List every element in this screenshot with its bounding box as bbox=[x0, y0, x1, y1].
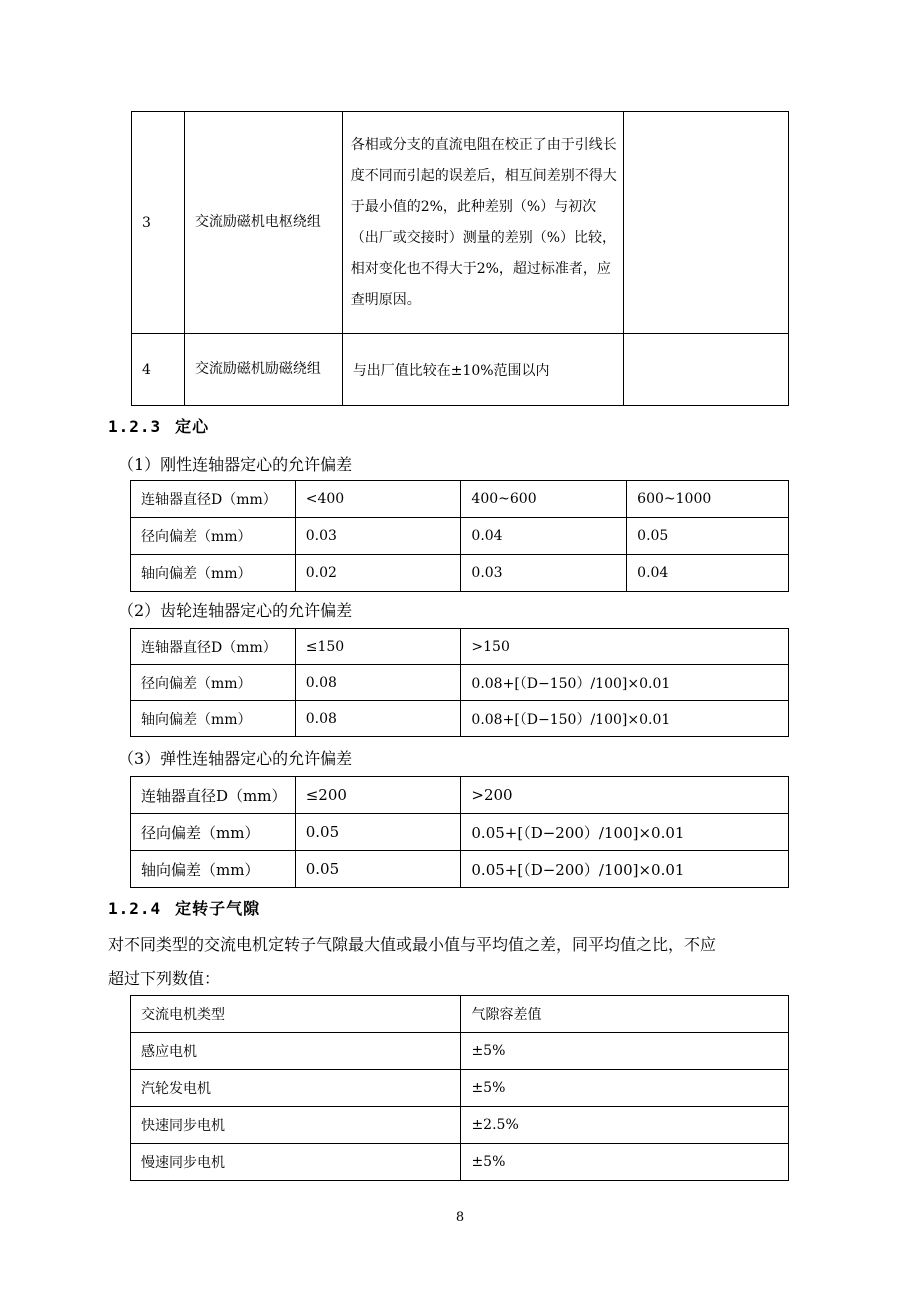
row-number: 3 bbox=[132, 112, 185, 334]
requirement-text: 各相或分支的直流电阻在校正了由于引线长度不同而引起的误差后，相互间差别不得大于最小值的2%，此种差别（%）与初次（出厂或交接时）测量的差别（%）比较，相对变化也不得大于2%，超过标准者，应查明原因。 bbox=[342, 112, 624, 334]
section-heading-centering bbox=[108, 414, 209, 437]
header-cell: 连轴器直径D（mm） bbox=[131, 481, 296, 518]
header-cell: 600~1000 bbox=[627, 481, 789, 518]
header-cell: 气隙容差值 bbox=[461, 996, 789, 1033]
section-number: 1.2.4 bbox=[108, 899, 162, 918]
table-header-row bbox=[131, 629, 789, 665]
airgap-paragraph-line2: 超过下列数值： bbox=[108, 969, 221, 988]
header-cell: 交流电机类型 bbox=[131, 996, 461, 1033]
header-cell: 连轴器直径D（mm） bbox=[131, 629, 296, 665]
table-row bbox=[131, 1144, 789, 1181]
cell: 轴向偏差（mm） bbox=[131, 701, 296, 737]
section-title: 定心 bbox=[175, 417, 210, 436]
cell: 0.05 bbox=[295, 814, 461, 851]
header-cell: >200 bbox=[461, 777, 789, 814]
remark-cell bbox=[624, 112, 789, 334]
airgap-table bbox=[130, 995, 789, 1181]
elastic-coupling-table bbox=[130, 776, 789, 888]
elastic-caption: （3）弹性连轴器定心的允许偏差 bbox=[118, 749, 353, 768]
row-number: 4 bbox=[132, 334, 185, 406]
cell: 0.05+[（D−200）/100]×0.01 bbox=[461, 814, 789, 851]
table-row bbox=[131, 851, 789, 888]
table-row bbox=[131, 1107, 789, 1144]
cell: 0.03 bbox=[461, 555, 627, 592]
header-cell: >150 bbox=[461, 629, 789, 665]
table-row bbox=[131, 1070, 789, 1107]
table-header-row bbox=[131, 996, 789, 1033]
cell: 轴向偏差（mm） bbox=[131, 851, 296, 888]
section-title: 定转子气隙 bbox=[175, 899, 261, 918]
table-header-row bbox=[131, 777, 789, 814]
table-row bbox=[132, 334, 789, 406]
cell: 径向偏差（mm） bbox=[131, 518, 296, 555]
cell: 0.05 bbox=[295, 851, 461, 888]
table-row bbox=[131, 518, 789, 555]
cell: 轴向偏差（mm） bbox=[131, 555, 296, 592]
table-row bbox=[132, 112, 789, 334]
airgap-paragraph-line1: 对不同类型的交流电机定转子气隙最大值或最小值与平均值之差，同平均值之比，不应 bbox=[108, 935, 717, 954]
table-row bbox=[131, 555, 789, 592]
header-cell: ≤200 bbox=[295, 777, 461, 814]
cell: 0.08+[（D−150）/100]×0.01 bbox=[461, 701, 789, 737]
cell: 0.04 bbox=[461, 518, 627, 555]
cell: 0.08 bbox=[295, 701, 461, 737]
item-name: 交流励磁机励磁绕组 bbox=[184, 334, 342, 406]
header-cell: 连轴器直径D（mm） bbox=[131, 777, 296, 814]
table-header-row bbox=[131, 481, 789, 518]
table-row bbox=[131, 1033, 789, 1070]
cell: 0.08 bbox=[295, 665, 461, 701]
table-row bbox=[131, 665, 789, 701]
cell: 快速同步电机 bbox=[131, 1107, 461, 1144]
remark-cell bbox=[624, 334, 789, 406]
cell: 汽轮发电机 bbox=[131, 1070, 461, 1107]
item-name: 交流励磁机电枢绕组 bbox=[184, 112, 342, 334]
winding-table bbox=[131, 111, 789, 406]
cell: ±5% bbox=[461, 1070, 789, 1107]
cell: 慢速同步电机 bbox=[131, 1144, 461, 1181]
cell: ±5% bbox=[461, 1144, 789, 1181]
cell: ±2.5% bbox=[461, 1107, 789, 1144]
cell: 0.03 bbox=[295, 518, 461, 555]
gear-caption: （2）齿轮连轴器定心的允许偏差 bbox=[118, 601, 353, 620]
header-cell: ≤150 bbox=[295, 629, 461, 665]
cell: 0.02 bbox=[295, 555, 461, 592]
header-cell: 400~600 bbox=[461, 481, 627, 518]
cell: 感应电机 bbox=[131, 1033, 461, 1070]
cell: 0.08+[（D−150）/100]×0.01 bbox=[461, 665, 789, 701]
cell: 0.05+[（D−200）/100]×0.01 bbox=[461, 851, 789, 888]
table-row bbox=[131, 701, 789, 737]
requirement-text: 与出厂值比较在±10%范围以内 bbox=[342, 334, 624, 406]
page-number: 8 bbox=[455, 1210, 465, 1225]
header-cell: <400 bbox=[295, 481, 461, 518]
cell: ±5% bbox=[461, 1033, 789, 1070]
section-number: 1.2.3 bbox=[108, 417, 162, 436]
cell: 0.05 bbox=[627, 518, 789, 555]
gear-coupling-table bbox=[130, 628, 789, 737]
rigid-caption: （1）刚性连轴器定心的允许偏差 bbox=[118, 455, 353, 474]
cell: 0.04 bbox=[627, 555, 789, 592]
table-row bbox=[131, 814, 789, 851]
cell: 径向偏差（mm） bbox=[131, 665, 296, 701]
section-heading-airgap bbox=[108, 896, 260, 919]
rigid-coupling-table bbox=[130, 480, 789, 592]
cell: 径向偏差（mm） bbox=[131, 814, 296, 851]
